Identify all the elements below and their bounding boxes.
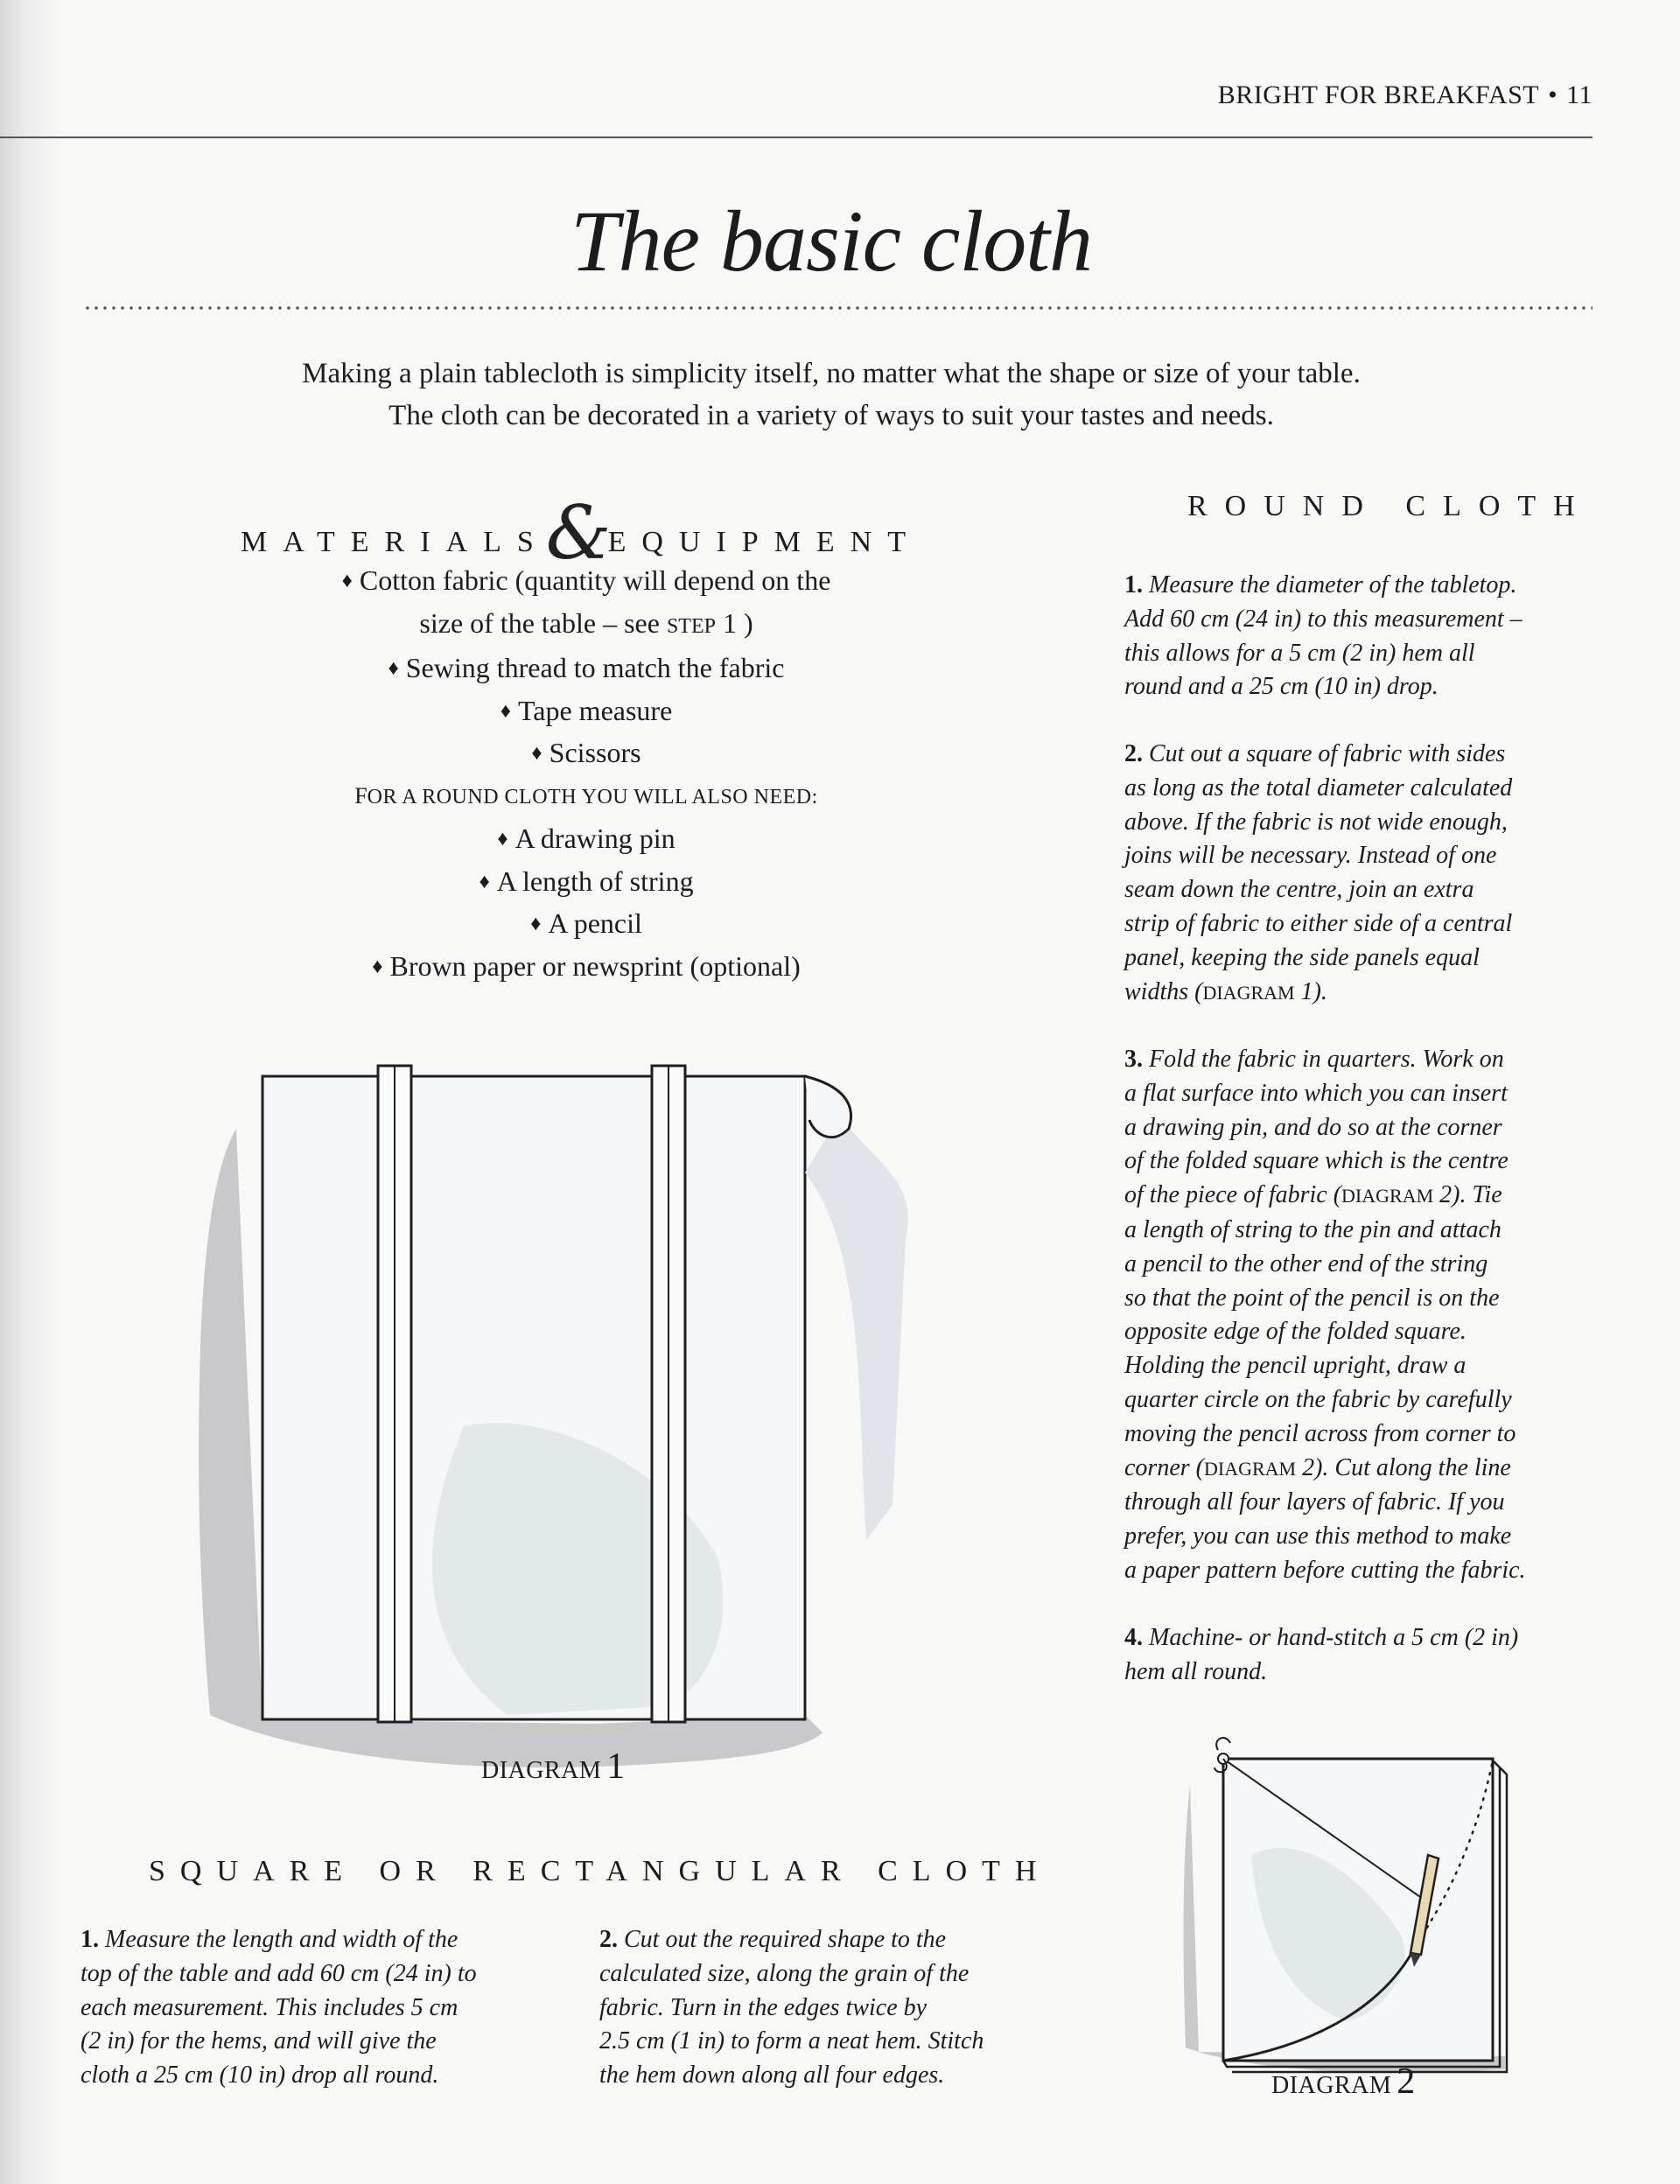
intro-text (140, 353, 1522, 437)
diagram-2-caption: DIAGRAM 2 (1271, 2062, 1416, 2102)
intro-line: Making a plain tablecloth is simplicity itself, no matter what the shape or size of your table. (302, 358, 1361, 389)
dotted-divider (83, 305, 1592, 311)
list-item: ♦ Tape measure (500, 694, 673, 726)
fabric-edge-wash (805, 1116, 908, 1540)
diamond-bullet-icon: ♦ (497, 828, 508, 850)
running-head-section: BRIGHT FOR BREAKFAST (1217, 80, 1540, 109)
ampersand-ornament: & (545, 490, 612, 576)
running-head-bullet: • (1548, 80, 1558, 109)
round-step-4: 4. Machine- or hand-stitch a 5 cm (2 in) hem all round. (1124, 1624, 1519, 1685)
round-cloth-heading: ROUND CLOTH (1187, 490, 1592, 522)
diagram-2-illustration (1172, 1724, 1522, 2091)
materials-heading-right: EQUIPMENT (607, 526, 922, 558)
round-step-1: 1. Measure the diameter of the tabletop. Add 60 cm (24 in) to this measurement – this allows for a 5 cm (2 in) hem all round and a 25 cm (10 in) drop. (1124, 571, 1522, 701)
running-head (1218, 80, 1592, 110)
diamond-bullet-icon: ♦ (500, 699, 511, 723)
list-item: ♦ Brown paper or newsprint (optional) (372, 949, 801, 982)
diamond-bullet-icon: ♦ (341, 570, 353, 592)
square-step-2: 2. Cut out the required shape to the calculated size, along the grain of the fabric. Turn in the edges twice by 2.5 cm (1 in) to form a neat hem. Stitch the hem down along all four edges. (599, 1926, 984, 2090)
list-item: ♦ Sewing thread to match the fabric (388, 652, 785, 683)
diamond-bullet-icon: ♦ (530, 913, 542, 935)
intro-line: The cloth can be decorated in a variety of ways to suit your tastes and needs. (388, 400, 1274, 431)
square-cloth-heading: SQUARE OR RECTANGULAR CLOTH (149, 1855, 1052, 1887)
round-step-2: 2. Cut out a square of fabric with sides as long as the total diameter calculated above. If the fabric is not wide enough, joins will be necessary. Instead of one seam down the centre, join an extra strip of fabric to either side of a central panel, keeping the side panels equal widths (DIAGRAM 1). (1124, 740, 1513, 1005)
diagram-1-illustration (175, 1050, 962, 1785)
list-item: ♦ A drawing pin (497, 822, 676, 854)
page-number: 11 (1566, 80, 1592, 109)
materials-heading-left: MATERIALS (241, 526, 550, 558)
list-item: size of the table – see STEP 1 ) (419, 606, 753, 639)
page-title: The basic cloth (570, 192, 1093, 290)
list-item: ♦ Cotton fabric (quantity will depend on the (341, 564, 831, 596)
diagram-1-caption: DIAGRAM 1 (481, 1746, 626, 1787)
header-rule (0, 136, 1592, 138)
diagram-reference: DIAGRAM (1203, 1457, 1297, 1480)
round-step-3: 3. Fold the fabric in quarters. Work on a flat surface into which you can insert a drawing pin, and do so at the corner of the folded square which is the centre of the piece of fabric (DIAGRAM 2). Tie a length of string to the pin and attach a pencil to the other end of the string so that the point of the pencil is on the opposite edge of the folded square. Holding the pencil upright, draw a quarter circle on the fabric by carefully moving the pencil across from corner to corner (DIAGRAM 2). Cut along the line through all four layers of fabric. If you prefer, you can use this method to make a paper pattern before cutting the fabric. (1124, 1046, 1526, 1584)
page-spine-shadow (0, 0, 61, 2184)
diamond-bullet-icon: ♦ (531, 742, 542, 765)
step-reference: STEP (666, 614, 716, 638)
square-step-1: 1. Measure the length and width of the top of the table and add 60 cm (24 in) to each measurement. This includes 5 cm (2 in) for the hems, and will give the cloth a 25 cm (10 in) drop all round. (80, 1926, 477, 2090)
fabric-curl-corner (805, 1076, 851, 1138)
materials-list (262, 560, 910, 988)
seam-left (378, 1066, 411, 1722)
diamond-bullet-icon: ♦ (479, 870, 490, 893)
round-cloth-note: FOR A ROUND CLOTH YOU WILL ALSO NEED: (354, 782, 818, 808)
list-item: ♦ Scissors (531, 737, 641, 768)
seam-right (652, 1066, 685, 1722)
diamond-bullet-icon: ♦ (388, 657, 399, 680)
list-item: ♦ A length of string (479, 864, 694, 897)
list-item: ♦ A pencil (530, 907, 642, 939)
diagram-reference: DIAGRAM (1202, 981, 1295, 1004)
diamond-bullet-icon: ♦ (372, 955, 383, 978)
diagram-reference: DIAGRAM (1341, 1185, 1434, 1208)
